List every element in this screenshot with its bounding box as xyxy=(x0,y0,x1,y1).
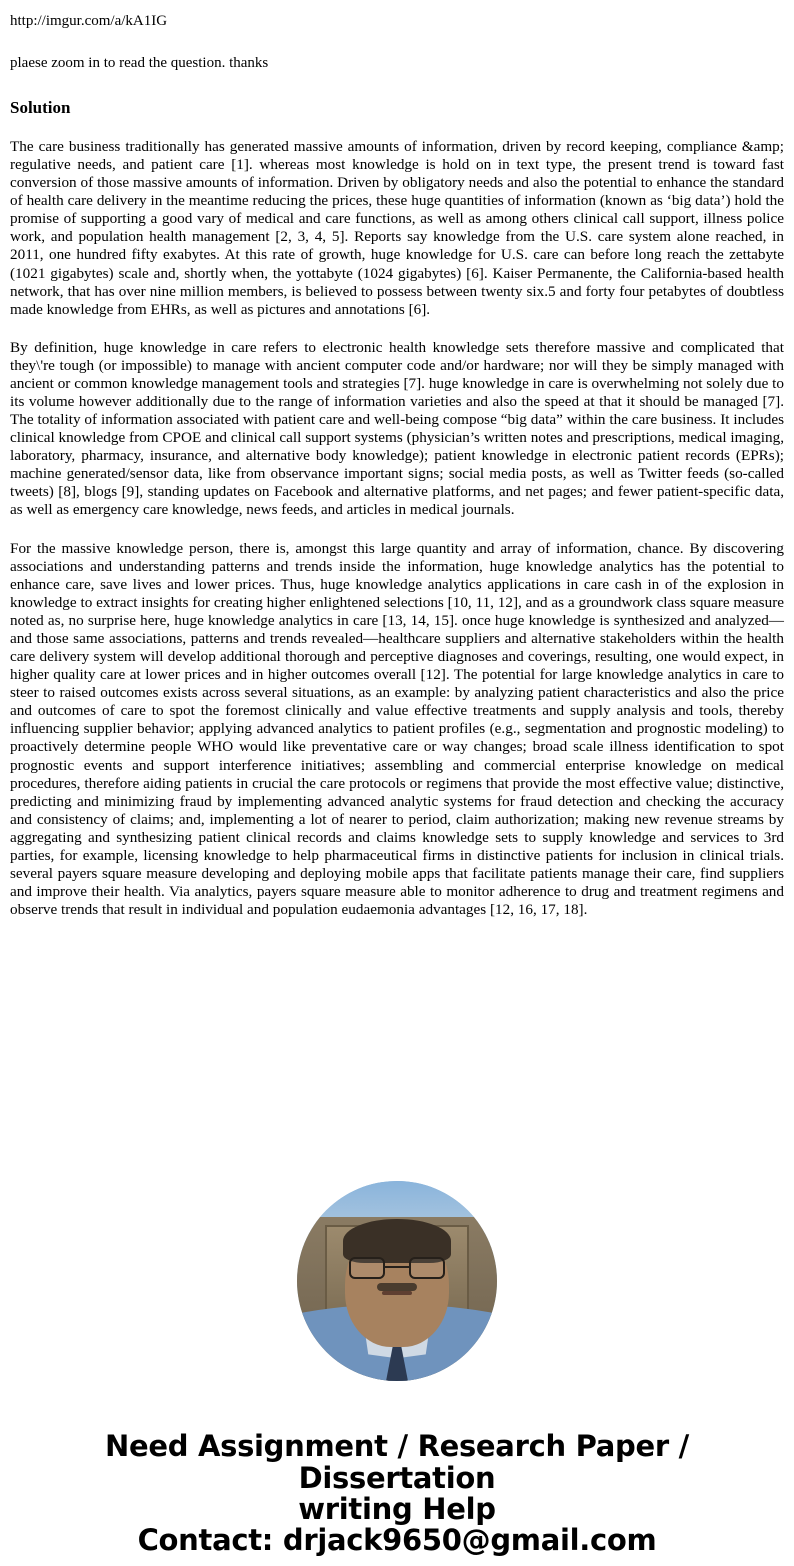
avatar-glasses-bridge xyxy=(385,1266,409,1268)
avatar-glasses-lens-right xyxy=(409,1257,445,1279)
avatar-glasses xyxy=(349,1257,445,1279)
avatar-mustache xyxy=(377,1283,417,1291)
paragraph-3: For the massive knowledge person, there is, amongst this large quantity and array of information, chance. By discovering associations and understanding patterns and trends inside the information, huge knowledge analytics has the potential to enhance care, save lives and lower prices. Thus, huge knowledge analytics applications in care cash in of the explosion in knowledge to extract insights for creating higher enlightened selections [10, 11, 12], and as a groundwork class square measure noted as, no surprise here, huge knowledge analytics in care [13, 14, 15]. once huge knowledge is synthesized and analyzed—and those same associations, patterns and trends revealed—healthcare suppliers and alternative stakeholders within the health care delivery system will develop additional thorough and perceptive diagnoses and coverings, resulting, one would expect, in higher quality care at lower prices and in higher outcomes overall [12]. The potential for large knowledge analytics in care to steer to raised outcomes exists across several situations, as an example: by analyzing patient characteristics and also the price and outcomes of care to spot the foremost clinically and value effective treatments and supply analysis and tools, thereby influencing supplier behavior; applying advanced analytics to patient profiles (e.g., segmentation and prognostic modeling) to proactively determine people WHO would like preventative care or way changes; broad scale illness identification to spot prognostic events and support interference initiatives; assembling and commercial enterprise knowledge on medical procedures, therefore aiding patients in crucial the care protocols or regimens that provide the most effective value; distinctive, predicting and minimizing fraud by implementing advanced analytic systems for fraud detection and checking the accuracy and consistency of claims; and, implementing a lot of nearer to period, claim authorization; making new revenue streams by aggregating and synthesizing patient clinical records and claims knowledge sets to supply knowledge and services to 3rd parties, for example, licensing knowledge to help pharmaceutical firms in distinctive patients for inclusion in clinical trials. several payers square measure developing and deploying mobile apps that facilitate patients manage their care, find suppliers and improve their health. Via analytics, payers square measure able to monitor adherence to drug and treatment regimens and observe trends that result in individual and population eudaemonia advantages [12, 16, 17, 18]. xyxy=(10,539,784,919)
avatar xyxy=(297,1181,497,1381)
cta-line-3: Contact: drjack9650@gmail.com xyxy=(137,1523,657,1558)
avatar-mouth xyxy=(382,1291,412,1295)
cta-line-1: Need Assignment / Research Paper / Dissertation xyxy=(105,1429,689,1495)
section-heading-solution: Solution xyxy=(10,98,71,117)
source-url: http://imgur.com/a/kA1IG xyxy=(10,13,168,29)
paragraph-2: By definition, huge knowledge in care refers to electronic health knowledge sets therefore massive and complicated that they\'re tough (or impossible) to manage with ancient computer code and/or hardware; nor will they be simply managed with ancient or common knowledge management tools and strategies [7]. huge knowledge in care is overwhelming not solely due to its volume however additionally due to the range of information varieties and also the speed at that it should be managed [7]. The totality of information associated with patient care and well-being compose “big data” within the care business. It includes clinical knowledge from CPOE and clinical call support systems (physician’s written notes and prescriptions, medical imaging, laboratory, pharmacy, insurance, and alternative body knowledge); patient knowledge in electronic patient records (EPRs); machine generated/sensor data, like from observance important signs; social media posts, as well as Twitter feeds (so-called tweets) [8], blogs [9], standing updates on Facebook and alternative platforms, and net pages; and fewer patient-specific data, as well as emergency care knowledge, news feeds, and articles in medical journals. xyxy=(10,338,784,519)
paragraph-1: The care business traditionally has generated massive amounts of information, driven by record keeping, compliance &amp; regulative needs, and patient care [1]. whereas most knowledge is hold on in text type, the present trend is toward fast conversion of those massive amounts of information. Driven by obligatory needs and also the potential to enhance the standard of health care delivery in the meantime reducing the prices, these huge quantities of information (known as ‘big data’) hold the promise of supporting a good vary of medical and care functions, as well as among others clinical call support, illness police work, and population health management [2, 3, 4, 5]. Reports say knowledge from the U.S. care system alone reached, in 2011, one hundred fifty exabytes. At this rate of growth, huge knowledge for U.S. care can before long reach the zettabyte (1021 gigabytes) scale and, shortly when, the yottabyte (1024 gigabytes) [6]. Kaiser Permanente, the California-based health network, that has over nine million members, is believed to possess between twenty six.5 and forty four petabytes of doubtless made knowledge from EHRs, as well as pictures and annotations [6]. xyxy=(10,138,784,318)
cta-line-2: writing Help xyxy=(298,1491,496,1526)
cta-block xyxy=(10,1431,784,1556)
request-note: plaese zoom in to read the question. thanks xyxy=(10,55,269,71)
avatar-container xyxy=(10,1181,784,1381)
avatar-glasses-lens-left xyxy=(349,1257,385,1279)
